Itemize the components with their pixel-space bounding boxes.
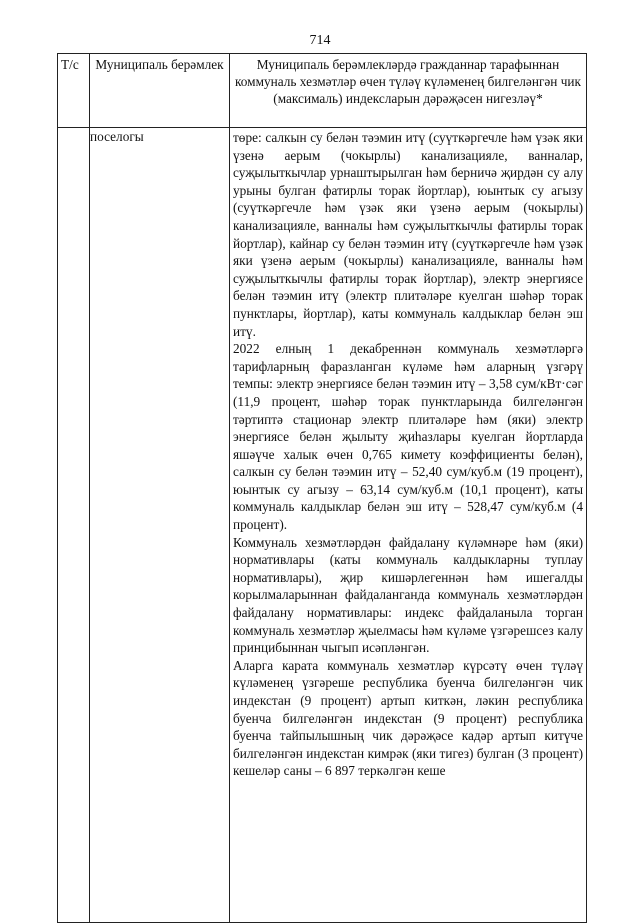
table-row — [58, 128, 587, 923]
paragraph-population-count: Аларга карата коммуналь хезмәтләр күрсәтү өчен түләү күләменең үзгәреше республика буенча билгеләнгән чик индекстан (9 процент) артып киткән, ләкин республика буенча билгеләнгән индекстан (9 процент) республика буенча тайпылышның чик дәрәҗәсе кадәр артып китүче билгеләнгән индекстан кимрәк (яки тигез) булган (3 процент) кешеләр саны – 6 897 теркәлгән кеше — [233, 657, 583, 779]
paragraph-utility-types: төре: салкын су белән тәэмин итү (суүткәргечле һәм үзәк яки үзенә аерым (чокырлы) канализацияле, ванналар, суҗылыткычлар урнаштырылган һәм берничә җирдән су алу урыны булган фатирлы торак йортлар), юынтык су агызу (суүткәргечле һәм үзәк яки үзенә аерым (чокырлы) канализацияле, ванналы һәм суҗылыткычлы фатирлы торак йортлар), кайнар су белән тәэмин итү (суүткәргечле һәм үзәк яки үзенә аерым (чокырлы) канализацияле, ванналы һәм суҗылыткычлы фатирлы торак йортлар), электр энергиясе белән тәэмин итү (электр плитәләре куелган шәһәр торак пунктлары, йортлар), каты коммуналь калдыклар белән эш итү. — [233, 130, 583, 339]
paragraph-tariff-forecast: 2022 елның 1 декабреннән коммуналь хезмәтләргә тарифларның фаразланган күләме һәм аларның үзгәрү темпы: электр энергиясе белән тәэмин итү – 3,58 сум/кВт·сәг (11,9 процент, шәһәр торак пунктларында билгеләнгән тәртиптә стационар электр плитәләре һәм (яки) электр энергиясе белән җылыту җиһазлары куелган йортларда яшәүче халык өчен 0,765 кимету коэффициенты белән), салкын су белән тәэмин итү – 52,40 сум/куб.м (19 процент), юынтык су агызу – 63,14 сум/куб.м (10,1 процент), каты коммуналь калдыклар белән эш итү – 528,47 сум/куб.м (4 процент). — [233, 341, 583, 533]
paragraph-consumption-norms: Коммуналь хезмәтләрдән файдалану күләмнәре һәм (яки) нормативлары (каты коммуналь калдыкларны туплау нормативлары), җир кишәрлегеннән һәм ишегалды корылмаларыннан файдаланганда коммуналь хезмәтләрдән файдалану нормативлары: индекс файдаланыла торган коммуналь хезмәтләр җыелмасы һәм күләме үзгәрешсез калу принцибыннан чыгып исәпләнгән. — [233, 534, 583, 656]
tariff-table — [57, 53, 587, 923]
header-municipality: Муниципаль берәмлек — [90, 54, 230, 128]
header-justification: Муниципаль берәмлекләрдә гражданнар тарафыннан коммуналь хезмәтләр өчен түләү күләменең билгеләнгән чик (максималь) индексларын дәрәҗәсен нигезләү* — [230, 54, 587, 128]
page-number: 714 — [309, 33, 331, 48]
table-header-row — [58, 54, 587, 128]
header-num: Т/с — [58, 54, 90, 128]
row-num-cell — [58, 128, 90, 923]
row-justification-cell — [230, 128, 587, 923]
row-municipality-cell: поселогы — [90, 128, 230, 923]
